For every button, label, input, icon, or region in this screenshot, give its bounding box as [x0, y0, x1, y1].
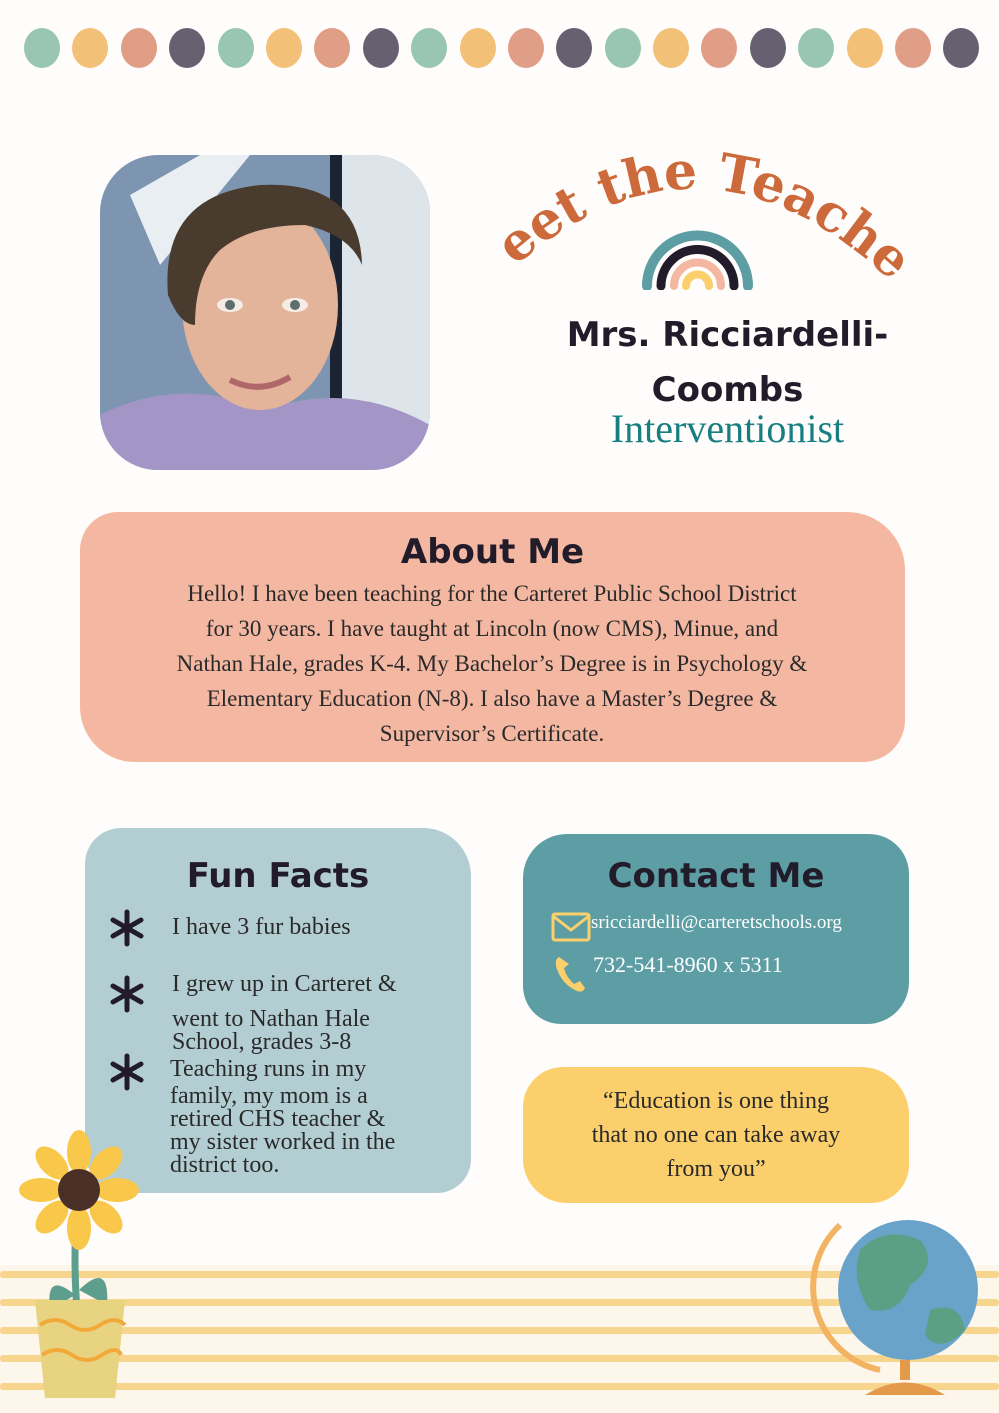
decorative-dot: [314, 28, 350, 68]
asterisk-bullet-icon: [107, 1052, 147, 1092]
contact-me-card: [523, 834, 909, 1024]
fact-grew-up-line: I grew up in Carteret &: [172, 971, 397, 997]
decorative-dot: [750, 28, 786, 68]
decorative-dot: [363, 28, 399, 68]
fact-family-line: family, my mom is a: [170, 1083, 368, 1109]
fact-family-line: my sister worked in the: [170, 1129, 396, 1155]
globe-icon: [810, 1195, 980, 1400]
teacher-name-line2: Coombs: [651, 370, 804, 410]
decorative-dot: [943, 28, 979, 68]
decorative-dot: [605, 28, 641, 68]
fact-grew-up-line: School, grades 3-8: [172, 1029, 352, 1055]
decorative-dot: [556, 28, 592, 68]
about-line: Elementary Education (N-8). I also have a Master’s Degree &: [206, 686, 778, 711]
asterisk-bullet-icon: [107, 908, 147, 948]
decorative-dot: [169, 28, 205, 68]
decorative-dot: [847, 28, 883, 68]
about-line: Nathan Hale, grades K-4. My Bachelor’s Degree is in Psychology &: [176, 651, 808, 676]
decorative-dot: [24, 28, 60, 68]
about-line: for 30 years. I have taught at Lincoln (now CMS), Minue, and: [205, 616, 779, 641]
svg-text:Meet the Teacher: Meet the Teacher: [431, 72, 924, 292]
decorative-dot: [895, 28, 931, 68]
asterisk-bullet-icon: [107, 974, 147, 1014]
about-me-text: [102, 576, 882, 751]
contact-me-heading: Contact Me: [607, 856, 825, 896]
fact-family-line: Teaching runs in my: [170, 1056, 367, 1082]
quote-text: [543, 1084, 889, 1186]
about-me-card: [80, 512, 905, 762]
about-line: Hello! I have been teaching for the Carteret Public School District: [187, 581, 797, 606]
envelope-icon: [551, 912, 591, 942]
decorative-dot: [121, 28, 157, 68]
quote-line: that no one can take away: [591, 1122, 841, 1148]
sunflower-icon: [15, 1130, 150, 1400]
decorative-dot: [411, 28, 447, 68]
fact-fur-babies: I have 3 fur babies: [172, 914, 351, 940]
decorative-dot: [798, 28, 834, 68]
contact-phone[interactable]: 732-541-8960 x 5311: [593, 952, 783, 977]
decorative-dot: [266, 28, 302, 68]
decorative-dot: [218, 28, 254, 68]
about-me-heading: About Me: [400, 532, 585, 572]
fact-family-line: district too.: [170, 1152, 280, 1178]
quote-line: from you”: [666, 1156, 766, 1182]
decorative-dot-row: [24, 28, 984, 68]
decorative-dot: [508, 28, 544, 68]
about-line: Supervisor’s Certificate.: [379, 721, 605, 746]
fact-family-line: retired CHS teacher &: [170, 1106, 386, 1132]
quote-card: [523, 1067, 909, 1203]
teacher-name-line1: Mrs. Ricciardelli-: [566, 315, 889, 355]
decorative-dot: [701, 28, 737, 68]
teacher-role: Interventionist: [610, 406, 845, 451]
decorative-dot: [653, 28, 689, 68]
teacher-photo: [100, 155, 430, 470]
fact-grew-up-line: went to Nathan Hale: [172, 1006, 370, 1032]
decorative-dot: [72, 28, 108, 68]
decorative-dot: [460, 28, 496, 68]
fun-facts-heading: Fun Facts: [186, 856, 370, 896]
phone-icon: [553, 954, 587, 994]
quote-line: “Education is one thing: [603, 1088, 829, 1114]
contact-email[interactable]: sricciardelli@carteretschools.org: [591, 912, 842, 933]
rainbow-icon: [640, 220, 755, 290]
